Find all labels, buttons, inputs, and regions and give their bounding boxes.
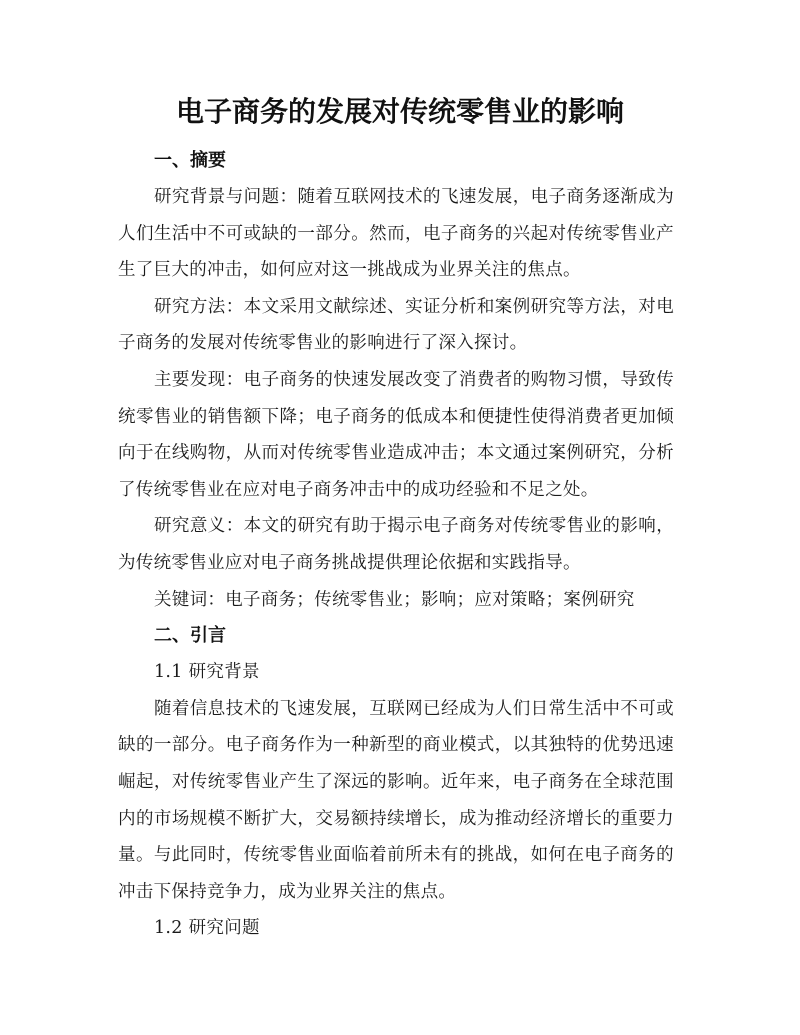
subsection-heading-research-question: 1.2 研究问题 bbox=[154, 918, 260, 939]
abstract-paragraph-significance: 研究意义：本文的研究有助于揭示电子商务对传统零售业的影响，为传统零售业应对电子商务挑战提供理论依据和实践指导。 bbox=[118, 516, 674, 573]
abstract-paragraph-findings: 主要发现：电子商务的快速发展改变了消费者的购物习惯，导致传统零售业的销售额下降；电子商务的低成本和便捷性使得消费者更加倾向于在线购物，从而对传统零售业造成冲击；本文通过案例研究，分析了传统零售业在应对电子商务冲击中的成功经验和不足之处。 bbox=[118, 369, 674, 500]
introduction-paragraph-background: 随着信息技术的飞速发展，互联网已经成为人们日常生活中不可或缺的一部分。电子商务作为一种新型的商业模式，以其独特的优势迅速崛起，对传统零售业产生了深远的影响。近年来，电子商务在全球范围内的市场规模不断扩大，交易额持续增长，成为推动经济增长的重要力量。与此同时，传统零售业面临着前所未有的挑战，如何在电子商务的冲击下保持竞争力，成为业界关注的焦点。 bbox=[118, 698, 674, 902]
document-body bbox=[118, 143, 674, 947]
section-heading-abstract: 一、摘要 bbox=[154, 150, 226, 171]
abstract-paragraph-method: 研究方法：本文采用文献综述、实证分析和案例研究等方法，对电子商务的发展对传统零售业的影响进行了深入探讨。 bbox=[118, 296, 674, 354]
abstract-keywords: 关键词：电子商务；传统零售业；影响；应对策略；案例研究 bbox=[154, 589, 635, 610]
subsection-heading-background: 1.1 研究背景 bbox=[154, 662, 260, 683]
document-title: 电子商务的发展对传统零售业的影响 bbox=[175, 95, 624, 128]
section-heading-introduction: 二、引言 bbox=[154, 625, 226, 647]
abstract-paragraph-background: 研究背景与问题：随着互联网技术的飞速发展，电子商务逐渐成为人们生活中不可或缺的一部分。然而，电子商务的兴起对传统零售业产生了巨大的冲击，如何应对这一挑战成为业界关注的焦点。 bbox=[118, 187, 674, 281]
